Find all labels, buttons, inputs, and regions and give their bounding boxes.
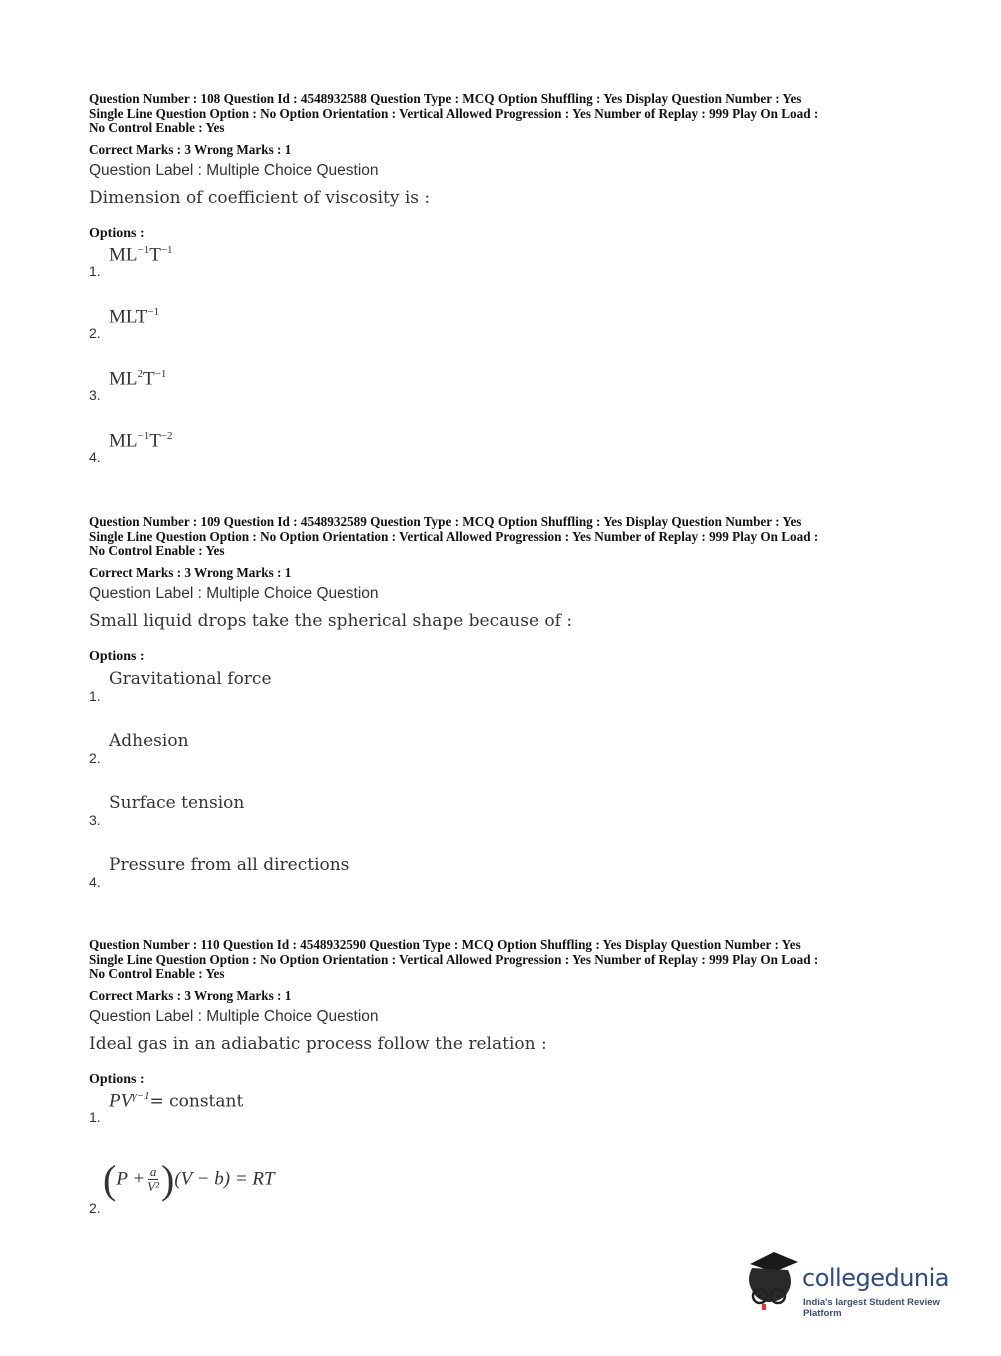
option-4[interactable] — [89, 855, 919, 917]
question-meta: Question Number : 110 Question Id : 4548932590 Question Type : MCQ Option Shuffling : Yes Display Question Number : Yes Single Line Question Option : No Option Orientation : Vertical Allowed Progression : Yes Number of Replay : 999 Play On Load : No Control Enable : Yes — [89, 937, 819, 981]
question-108 — [89, 92, 919, 492]
question-meta: Question Number : 109 Question Id : 4548932589 Question Type : MCQ Option Shuffling : Yes Display Question Number : Yes Single Line Question Option : No Option Orientation : Vertical Allowed Progression : Yes Number of Replay : 999 Play On Load : No Control Enable : Yes — [89, 514, 819, 558]
option-1[interactable] — [89, 244, 919, 306]
options-heading: Options : — [89, 225, 145, 241]
option-number: 3. — [89, 811, 101, 828]
question-meta: Question Number : 108 Question Id : 4548932588 Question Type : MCQ Option Shuffling : Yes Display Question Number : Yes Single Line Question Option : No Option Orientation : Vertical Allowed Progression : Yes Number of Replay : 999 Play On Load : No Control Enable : Yes — [89, 91, 819, 135]
option-text: Adhesion — [109, 730, 189, 751]
option-number: 2. — [89, 1199, 101, 1216]
option-formula: $MLT^{-1}$ — [109, 305, 160, 327]
option-text: Pressure from all directions — [109, 854, 350, 875]
question-marks: Correct Marks : 3 Wrong Marks : 1 — [89, 141, 292, 157]
question-label: Question Label : Multiple Choice Question — [89, 1007, 379, 1025]
question-marks: Correct Marks : 3 Wrong Marks : 1 — [89, 564, 292, 580]
question-text: Dimension of coefficient of viscosity is : — [89, 187, 431, 208]
question-marks: Correct Marks : 3 Wrong Marks : 1 — [89, 987, 292, 1003]
option-formula: $ML^{-1}T^{-2}$ — [109, 429, 173, 451]
option-number: 4. — [89, 448, 101, 465]
logo-tagline: India's largest Student Review Platform — [803, 1297, 940, 1319]
option-text: Surface tension — [109, 792, 245, 813]
option-number: 1. — [89, 262, 101, 279]
option-number: 4. — [89, 873, 101, 890]
option-2[interactable] — [89, 306, 919, 368]
option-number: 2. — [89, 749, 101, 766]
option-number: 1. — [89, 687, 101, 704]
option-3[interactable] — [89, 368, 919, 430]
options-heading: Options : — [89, 1071, 145, 1087]
option-1[interactable] — [89, 669, 919, 731]
question-110 — [89, 938, 919, 1232]
option-3[interactable] — [89, 793, 919, 855]
option-formula: $ML^2T^{-1}$ — [109, 367, 167, 389]
option-number: 1. — [89, 1108, 101, 1125]
question-label: Question Label : Multiple Choice Question — [89, 584, 379, 602]
mascot-icon — [742, 1250, 802, 1316]
question-109 — [89, 515, 919, 917]
option-1[interactable] — [89, 1090, 919, 1152]
question-text: Ideal gas in an adiabatic process follow the relation : — [89, 1033, 547, 1054]
option-number: 2. — [89, 324, 101, 341]
option-formula: (P + $\frac{a}{\text{V²}}$ )(V − b) = RT — [103, 1156, 275, 1202]
option-text: Gravitational force — [109, 668, 272, 689]
option-2[interactable] — [89, 1152, 919, 1232]
option-formula: $ML^{-1}T^{-1}$ — [109, 243, 173, 265]
question-label: Question Label : Multiple Choice Question — [89, 161, 379, 179]
option-formula: $PV^{\gamma-1}=$ constant — [109, 1089, 244, 1111]
options-heading: Options : — [89, 648, 145, 664]
logo-name: collegedunia — [802, 1264, 950, 1292]
collegedunia-logo — [742, 1250, 972, 1320]
question-text: Small liquid drops take the spherical shape because of : — [89, 610, 573, 631]
option-4[interactable] — [89, 430, 919, 492]
option-number: 3. — [89, 386, 101, 403]
option-2[interactable] — [89, 731, 919, 793]
